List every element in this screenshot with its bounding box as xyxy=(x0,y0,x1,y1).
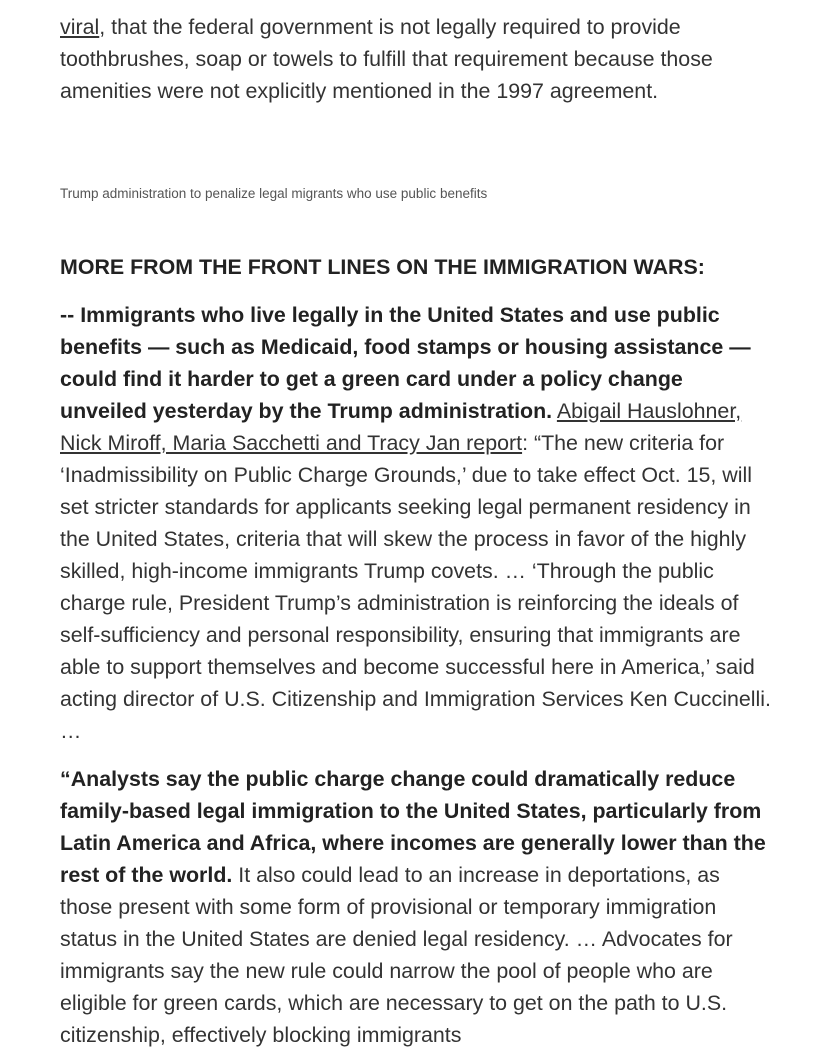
section-heading: MORE FROM THE FRONT LINES ON THE IMMIGRATION WARS: xyxy=(60,255,705,279)
paragraph2-text: It also could lead to an increase in deportations, as those present with some form of provisional or temporary immigration status in the United States are denied legal residency. … Advocates for immigrants say the new rule could narrow the pool of people who are eligible for green cards, which are necessary to get on the path to U.S. citizenship, effectively blocking immigrants xyxy=(60,863,733,1047)
paragraph1-text: : “The new criteria for ‘Inadmissibility on Public Charge Grounds,’ due to take effect Oct. 15, will set stricter standards for applicants seeking legal permanent residency in the United States, criteria that will skew the process in favor of the highly skilled, high-income immigrants Trump covets. … ‘Through the public charge rule, President Trump’s administration is reinforcing the ideals of self-sufficiency and personal responsibility, ensuring that immigrants are able to support themselves and become successful here in America,’ said acting director of U.S. Citizenship and Immigration Services Ken Cuccinelli. … xyxy=(60,431,771,743)
analysts-paragraph xyxy=(60,763,772,1051)
intro-paragraph xyxy=(60,11,772,107)
paragraph2-bold-lead: “Analysts say the public charge change could dramatically reduce family-based legal immigration to the United States, particularly from Latin America and Africa, where incomes are generally lower than the rest of the world. xyxy=(60,767,766,887)
image-caption: Trump administration to penalize legal migrants who use public benefits xyxy=(60,186,488,201)
viral-link[interactable]: viral xyxy=(60,15,100,39)
reporters-link[interactable]: Abigail Hauslohner, Nick Miroff, Maria Sacchetti and Tracy Jan report xyxy=(60,399,742,455)
public-charge-paragraph xyxy=(60,299,772,747)
paragraph1-bold-lead: -- Immigrants who live legally in the United States and use public benefits — such as Medicaid, food stamps or housing assistance — could find it harder to get a green card under a policy change unveiled yesterday by the Trump administration. xyxy=(60,303,751,423)
intro-text: , that the federal government is not legally required to provide toothbrushes, soap or towels to fulfill that requirement because those amenities were not explicitly mentioned in the 1997 agreement. xyxy=(60,15,713,103)
